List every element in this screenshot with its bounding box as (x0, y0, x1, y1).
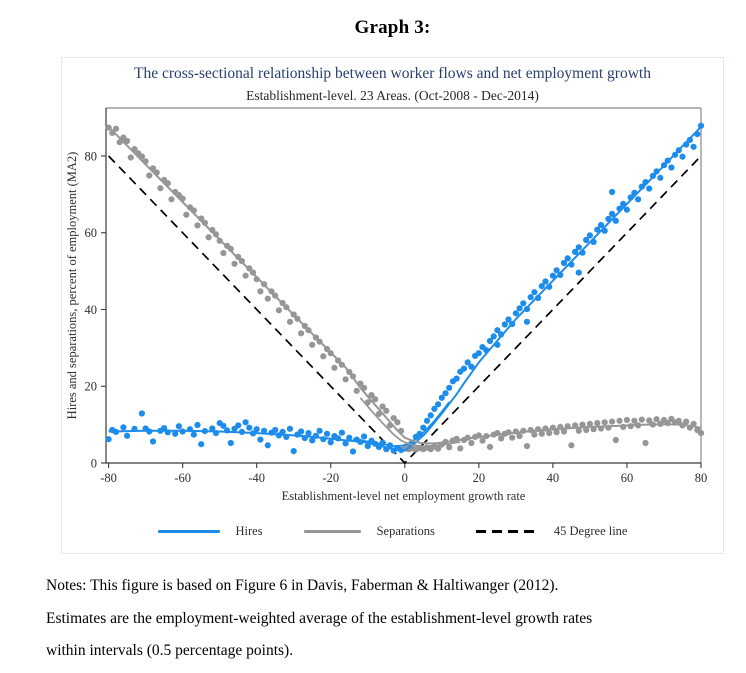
svg-text:-20: -20 (322, 471, 340, 485)
degree-line-icon (476, 530, 538, 533)
svg-text:-80: -80 (100, 471, 117, 485)
chart-legend (62, 524, 723, 539)
notes-line-3: within intervals (0.5 percentage points). (46, 642, 294, 659)
svg-text:40: 40 (84, 302, 97, 317)
hires-line-icon (158, 530, 220, 533)
legend-label-hires: Hires (235, 524, 263, 538)
svg-text:80: 80 (84, 149, 97, 164)
y-axis-label: Hires and separations, percent of employment (MA2) (65, 151, 79, 420)
legend-item-45-degree (476, 524, 628, 539)
legend-label-separations: Separations (376, 524, 435, 538)
svg-text:20: 20 (472, 471, 486, 485)
page-title: Graph 3: (354, 17, 431, 38)
chart-subtitle: Establishment-level. 23 Areas. (Oct-2008 - Dec-2014) (246, 88, 539, 103)
svg-text:60: 60 (84, 226, 97, 241)
svg-text:80: 80 (694, 471, 708, 485)
svg-text:-40: -40 (248, 471, 266, 485)
legend-label-45-degree: 45 Degree line (553, 524, 628, 538)
svg-text:0: 0 (401, 471, 408, 485)
chart-plot (62, 58, 725, 520)
svg-text:60: 60 (620, 471, 634, 485)
figure-notes (46, 570, 726, 668)
svg-text:0: 0 (90, 456, 97, 471)
svg-text:40: 40 (546, 471, 560, 485)
svg-text:20: 20 (84, 379, 97, 394)
svg-text:-60: -60 (174, 471, 191, 485)
figure-container (61, 57, 724, 554)
legend-item-separations (304, 524, 435, 539)
legend-item-hires (158, 524, 263, 539)
notes-line-1: Notes: This figure is based on Figure 6 in Davis, Faberman & Haltiwanger (2012). (46, 577, 559, 594)
x-axis-label: Establishment-level net employment growth rate (281, 489, 526, 503)
notes-line-2: Estimates are the employment-weighted average of the establishment-level growth rates (46, 609, 593, 627)
separations-line-icon (304, 530, 361, 533)
chart-title: The cross-sectional relationship between worker flows and net employment growth (134, 65, 651, 82)
